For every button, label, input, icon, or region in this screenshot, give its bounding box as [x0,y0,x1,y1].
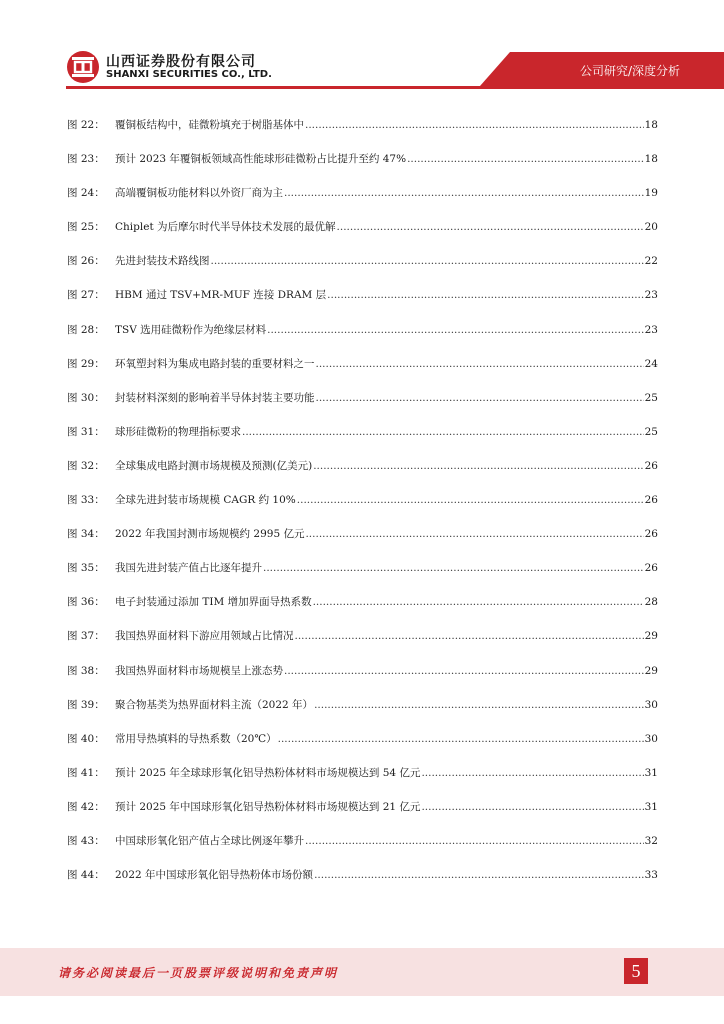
toc-entry-label: 图 35： [67,562,105,575]
company-name-en: SHANXI SECURITIES CO., LTD. [106,69,272,80]
toc-entry-title: 覆铜板结构中，硅微粉填充于树脂基体中 [115,119,304,131]
toc-entry-title: 全球集成电路封测市场规模及预测(亿美元) [115,459,313,472]
toc-dot-leader [421,800,643,814]
toc-dot-leader [327,288,643,302]
toc-entry-label: 图 27： [67,289,105,302]
toc-entry-page: 26 [644,494,658,507]
toc-entry[interactable] [67,391,658,425]
toc-entry-page: 23 [644,289,658,302]
toc-entry[interactable] [67,186,658,220]
toc-entry[interactable] [67,527,658,561]
toc-entry[interactable] [67,288,658,322]
toc-dot-leader [211,254,644,268]
toc-entry-title: 球形硅微粉的物理指标要求 [115,425,241,438]
toc-entry-page: 33 [644,869,658,882]
toc-entry-label: 图 42： [67,800,105,813]
toc-dot-leader [337,220,644,234]
toc-entry[interactable] [67,357,658,391]
toc-entry[interactable] [67,254,658,288]
toc-entry-title: 我国热界面材料市场规模呈上涨态势 [115,664,283,677]
toc-entry-title: 我国热界面材料下游应用领域占比情况 [115,630,294,643]
toc-entry-label: 图 31： [67,425,105,438]
toc-dot-leader [278,732,644,746]
toc-entry-page: 22 [644,255,658,268]
toc-entry-title: 常用导热填料的导热系数（20℃） [115,732,277,745]
toc-entry-label: 图 38： [67,664,105,677]
toc-entry-page: 30 [644,732,658,745]
toc-entry-title: 先进封装技术路线图 [115,255,210,268]
toc-entry-title: 2022 年我国封测市场规模约 2995 亿元 [115,528,305,541]
report-type-label: 公司研究/深度分析 [579,64,680,78]
toc-entry[interactable] [67,425,658,459]
toc-entry-label: 图 24： [67,187,105,200]
header-divider [66,86,724,89]
toc-entry[interactable] [67,118,658,152]
toc-dot-leader [316,391,644,405]
toc-entry-title: 预计 2025 年中国球形氧化铝导热粉体材料市场规模达到 21 亿元 [115,800,421,813]
toc-entry[interactable] [67,732,658,766]
toc-dot-leader [314,868,644,882]
company-logo-icon [66,50,100,84]
toc-entry[interactable] [67,323,658,357]
toc-entry-title: 聚合物基类为热界面材料主流（2022 年） [115,698,314,711]
toc-entry[interactable] [67,800,658,834]
toc-entry-label: 图 30： [67,391,105,404]
toc-entry-page: 26 [644,528,658,541]
toc-dot-leader [284,186,644,200]
toc-entry-title: 全球先进封装市场规模 CAGR 约 10% [115,494,296,507]
toc-dot-leader [313,459,643,473]
toc-entry[interactable] [67,595,658,629]
toc-entry-page: 32 [644,834,658,847]
toc-dot-leader [421,766,643,780]
toc-dot-leader [267,323,644,337]
toc-entry-page: 23 [644,323,658,336]
toc-entry-page: 28 [644,596,658,609]
toc-dot-leader [305,118,644,132]
toc-entry-page: 31 [644,800,658,813]
toc-dot-leader [297,493,644,507]
toc-entry-label: 图 26： [67,255,105,268]
toc-entry[interactable] [67,561,658,595]
toc-entry-title: Chiplet 为后摩尔时代半导体技术发展的最优解 [115,221,336,234]
toc-dot-leader [316,357,644,371]
toc-entry-label: 图 44： [67,869,105,882]
toc-entry-title: 我国先进封装产值占比逐年提升 [115,562,262,575]
toc-dot-leader [284,664,644,678]
toc-entry-title: 中国球形氧化铝产值占全球比例逐年攀升 [115,834,304,847]
toc-entry-title: 2022 年中国球形氧化铝导热粉体市场份额 [115,869,314,882]
toc-entry-title: HBM 通过 TSV+MR-MUF 连接 DRAM 层 [115,289,327,302]
toc-entry-label: 图 36： [67,596,105,609]
toc-entry-page: 31 [644,766,658,779]
company-name-cn: 山西证券股份有限公司 [106,54,256,70]
toc-dot-leader [305,527,643,541]
toc-dot-leader [295,629,644,643]
toc-entry[interactable] [67,664,658,698]
toc-entry-page: 25 [644,425,658,438]
toc-dot-leader [314,698,644,712]
toc-entry-label: 图 29： [67,357,105,370]
toc-dot-leader [305,834,644,848]
toc-entry-label: 图 22： [67,119,105,131]
toc-entry-page: 29 [644,630,658,643]
toc-entry-title: 预计 2025 年全球球形氧化铝导热粉体材料市场规模达到 54 亿元 [115,766,421,779]
toc-entry-title: 环氧塑封料为集成电路封装的重要材料之一 [115,357,315,370]
toc-entry-label: 图 37： [67,630,105,643]
toc-entry[interactable] [67,493,658,527]
toc-entry-page: 26 [644,562,658,575]
toc-entry-title: 高端覆铜板功能材料以外资厂商为主 [115,187,283,200]
toc-entry-page: 30 [644,698,658,711]
page-footer [0,948,724,996]
toc-entry-label: 图 32： [67,459,105,472]
figure-list [67,118,658,902]
toc-entry-title: TSV 选用硅微粉作为绝缘层材料 [115,323,267,336]
toc-entry-label: 图 25： [67,221,105,234]
toc-entry-label: 图 23： [67,153,105,166]
toc-entry[interactable] [67,698,658,732]
disclaimer-text: 请务必阅读最后一页股票评级说明和免责声明 [58,966,339,980]
toc-entry-page: 20 [644,221,658,234]
toc-dot-leader [242,425,644,439]
page-number: 5 [624,958,648,984]
toc-entry-title: 封装材料深刻的影响着半导体封装主要功能 [115,391,315,404]
toc-entry-label: 图 34： [67,528,105,541]
toc-entry-page: 18 [644,153,658,166]
toc-entry[interactable] [67,834,658,868]
toc-dot-leader [407,152,644,166]
toc-entry-page: 25 [644,391,658,404]
toc-entry-label: 图 39： [67,698,105,711]
toc-entry-page: 29 [644,664,658,677]
toc-entry[interactable] [67,152,658,186]
toc-dot-leader [313,595,644,609]
page-header [0,0,724,100]
toc-entry-label: 图 33： [67,494,105,507]
toc-entry[interactable] [67,868,658,902]
toc-entry-page: 26 [644,459,658,472]
toc-entry[interactable] [67,766,658,800]
toc-entry-label: 图 40： [67,732,105,745]
toc-entry[interactable] [67,459,658,493]
toc-entry[interactable] [67,220,658,254]
toc-entry-label: 图 41： [67,766,105,779]
toc-dot-leader [263,561,644,575]
toc-entry-page: 18 [644,119,658,131]
toc-entry-title: 预计 2023 年覆铜板领域高性能球形硅微粉占比提升至约 47% [115,153,407,166]
toc-entry-label: 图 43： [67,834,105,847]
toc-entry-page: 19 [644,187,658,200]
toc-entry-page: 24 [644,357,658,370]
toc-entry[interactable] [67,629,658,663]
toc-entry-label: 图 28： [67,323,105,336]
toc-entry-title: 电子封装通过添加 TIM 增加界面导热系数 [115,596,312,609]
